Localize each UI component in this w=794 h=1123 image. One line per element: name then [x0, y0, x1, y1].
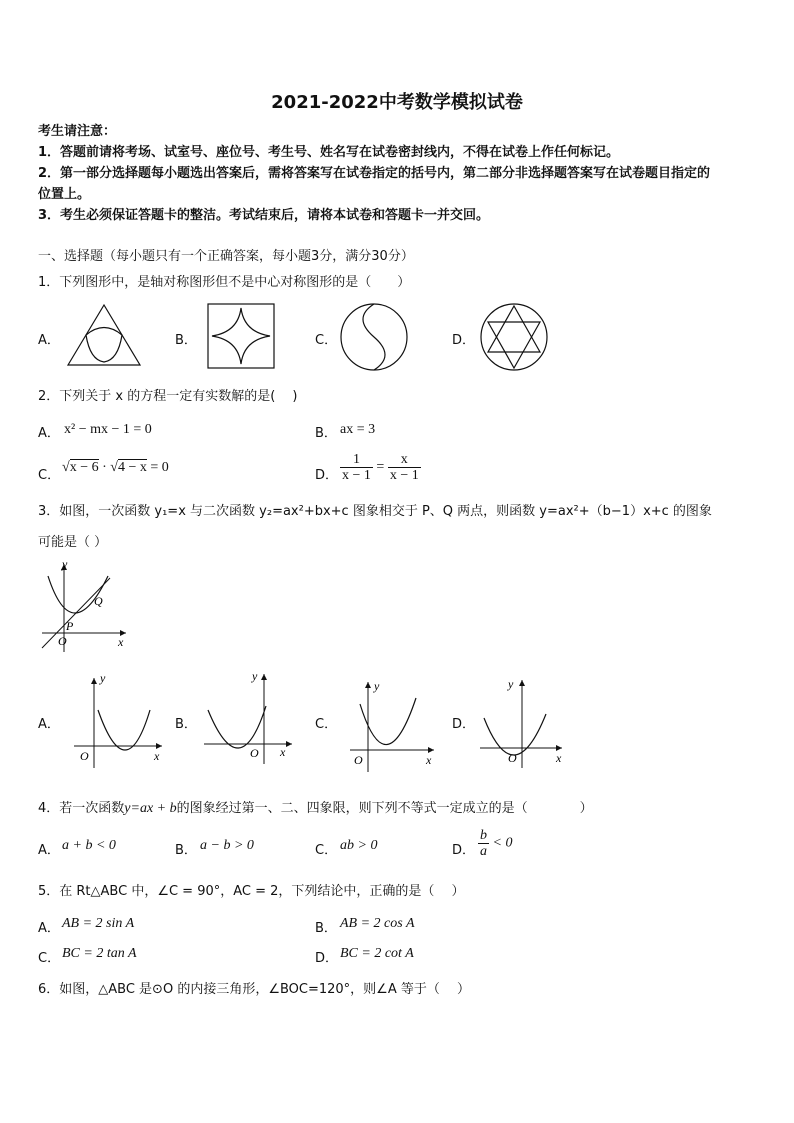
question-1-stem: 1．下列图形中，是轴对称图形但不是中心对称图形的是（ ） [38, 275, 411, 290]
sqrt-sign-icon: √ [110, 460, 118, 475]
q1-option-c-label: C． [315, 333, 338, 348]
q2-c-dot: · [102, 460, 107, 475]
q5-option-b-expr: AB = 2 cos A [340, 916, 415, 931]
q2-option-b-expr: ax = 3 [340, 422, 376, 437]
q1-figure-a [64, 302, 144, 368]
axis-y-label: y [508, 677, 514, 691]
q5-option-d-expr: BC = 2 cot A [340, 946, 414, 961]
q4-option-d-label: D． [452, 843, 476, 858]
q3-option-b-label: B． [175, 717, 197, 732]
origin-label: O [354, 753, 363, 767]
question-3-stem-cont: 可能是（ ） [38, 535, 108, 550]
q5-option-c-expr: BC = 2 tan A [62, 946, 137, 961]
q1-option-a-label: A． [38, 333, 60, 348]
page-title: 2021-2022中考数学模拟试卷 [271, 92, 523, 113]
axis-x-label: x [426, 753, 432, 767]
q3-option-c-graph [346, 676, 440, 772]
q4-stem-post: 的图象经过第一、二、四象限，则下列不等式一定成立的是（ ） [176, 801, 593, 816]
q4-d-numerator: b [480, 828, 487, 843]
q4-option-a-label: A． [38, 843, 60, 858]
q2-c-radicand-1: x − 6 [69, 460, 99, 475]
q3-main-x-label: x [118, 635, 124, 649]
q2-option-c-expr [62, 460, 169, 476]
q2-option-c-label: C． [38, 468, 61, 483]
question-2-stem: 2．下列关于 x 的方程一定有实数解的是( ) [38, 389, 298, 404]
q1-figure-c [338, 302, 410, 372]
q1-option-d-label: D． [452, 333, 476, 348]
question-4-stem [38, 797, 593, 817]
q4-option-d-expr [478, 828, 512, 859]
q5-option-a-label: A． [38, 921, 60, 936]
axis-y-label: y [252, 669, 258, 683]
q3-option-d-graph [476, 674, 568, 770]
question-6-stem: 6．如图，△ABC 是⊙O 的内接三角形，∠BOC=120°，则∠A 等于（ ） [38, 982, 470, 997]
q5-option-b-label: B． [315, 921, 337, 936]
q3-main-origin-label: O [58, 634, 67, 648]
notice-line-2: 2．第一部分选择题每小题选出答案后，需将答案写在试卷指定的括号内，第二部分非选择题答案写在试卷题目指定的 [38, 166, 711, 181]
q4-option-a-expr: a + b < 0 [62, 838, 116, 853]
notice-heading: 考生请注意： [38, 124, 117, 139]
q2-option-d-expr [340, 452, 421, 483]
q5-option-c-label: C． [38, 951, 61, 966]
axis-x-label: x [280, 745, 286, 759]
q3-option-d-label: D． [452, 717, 476, 732]
axis-x-label: x [154, 749, 160, 763]
q4-function: y=ax + b [124, 801, 177, 816]
q2-d-numerator-2: x [388, 452, 421, 468]
q4-d-rest: < 0 [492, 835, 513, 851]
q2-option-b-label: B． [315, 426, 337, 441]
q4-d-denominator: a [480, 844, 487, 859]
question-3-stem: 3．如图，一次函数 y₁=x 与二次函数 y₂=ax²+bx+c 图象相交于 P、Q 两点，则函数 y=ax²+（b−1）x+c 的图象 [38, 504, 712, 519]
q3-main-point-q: Q [94, 594, 103, 608]
q2-option-a-label: A． [38, 426, 60, 441]
q3-option-c-label: C． [315, 717, 338, 732]
q2-option-a-expr: x² − mx − 1 = 0 [64, 422, 152, 437]
q4-option-c-expr: ab > 0 [340, 838, 378, 853]
q3-option-b-graph [200, 666, 298, 766]
q3-option-a-graph [70, 670, 166, 770]
q3-main-y-label: y [62, 558, 68, 571]
origin-label: O [508, 751, 517, 765]
q4-option-c-label: C． [315, 843, 338, 858]
notice-line-3: 3．考生必须保证答题卡的整洁。考试结束后，请将本试卷和答题卡一并交回。 [38, 208, 490, 223]
q3-main-point-p: P [66, 619, 74, 633]
q2-c-radicand-2: 4 − x [117, 460, 147, 475]
q4-option-b-label: B． [175, 843, 197, 858]
q2-option-d-label: D． [315, 468, 339, 483]
q2-d-numerator-1: 1 [340, 452, 373, 468]
q4-stem-pre: 4．若一次函数 [38, 801, 125, 816]
q1-figure-b [206, 302, 276, 370]
notice-line-1: 1．答题前请将考场、试室号、座位号、考生号、姓名写在试卷密封线内，不得在试卷上作任何标记。 [38, 145, 620, 160]
q1-option-b-label: B． [175, 333, 197, 348]
origin-label: O [80, 749, 89, 763]
q4-option-b-expr: a − b > 0 [200, 838, 254, 853]
q2-c-equals: = 0 [150, 460, 169, 475]
q3-option-a-label: A． [38, 717, 60, 732]
q5-option-d-label: D． [315, 951, 339, 966]
axis-x-label: x [556, 751, 562, 765]
q2-d-equals: = [376, 459, 385, 475]
axis-y-label: y [100, 671, 106, 685]
q3-main-figure [38, 558, 130, 654]
q5-option-a-expr: AB = 2 sin A [62, 916, 135, 931]
sqrt-sign-icon: √ [62, 460, 70, 475]
notice-line-2-cont: 位置上。 [38, 187, 91, 202]
q1-figure-d [478, 302, 550, 372]
q2-d-denominator-1: x − 1 [342, 468, 371, 483]
origin-label: O [250, 746, 259, 760]
axis-y-label: y [374, 679, 380, 693]
question-5-stem: 5．在 Rt△ABC 中，∠C = 90°，AC = 2，下列结论中，正确的是（ ） [38, 884, 465, 899]
q2-d-denominator-2: x − 1 [389, 468, 419, 483]
section-heading: 一、选择题（每小题只有一个正确答案，每小题3分，满分30分） [38, 249, 414, 264]
